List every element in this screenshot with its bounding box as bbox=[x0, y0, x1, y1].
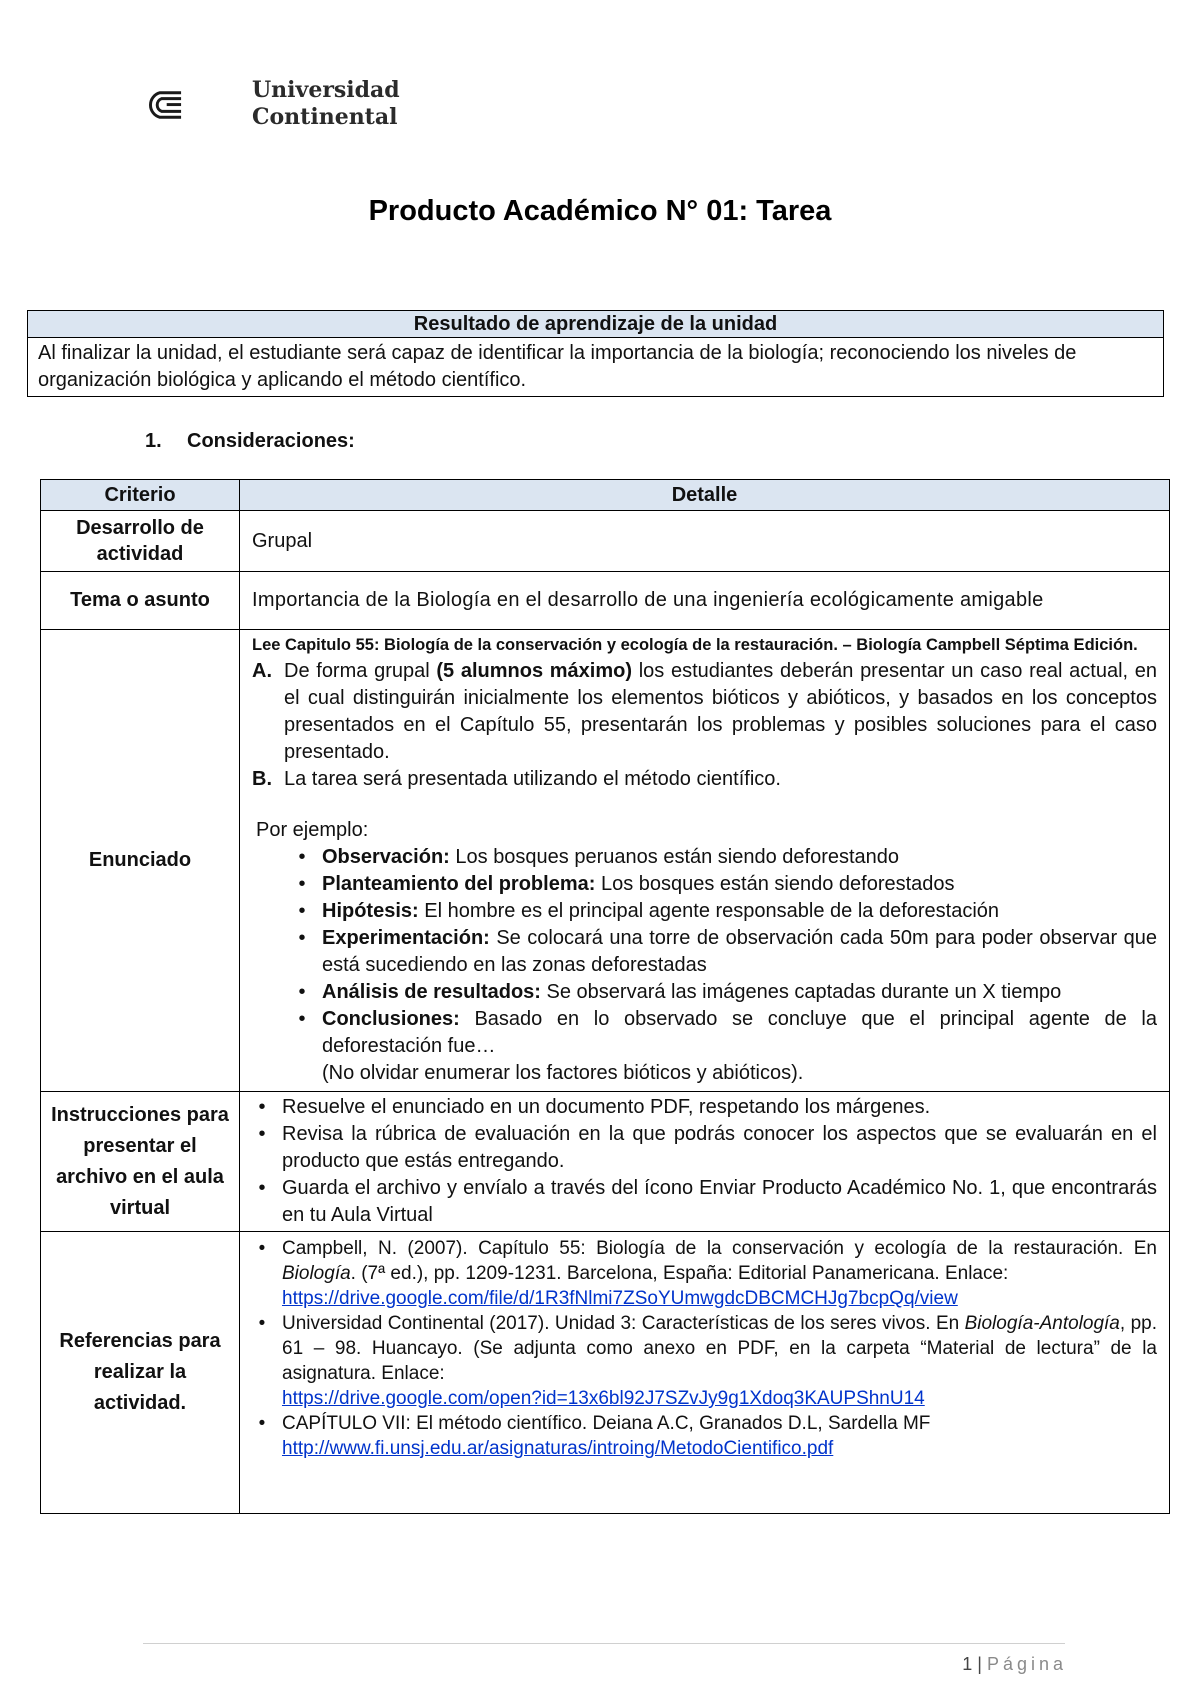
list-item bbox=[242, 1236, 1157, 1311]
university-name bbox=[252, 77, 400, 131]
bullet-icon: • bbox=[258, 1413, 266, 1434]
row-value-referencias bbox=[240, 1232, 1170, 1514]
ref2-link[interactable]: https://drive.google.com/open?id=13x6bl92J7SZvJy9g1Xdoq3KAUPShnU14 bbox=[282, 1388, 925, 1409]
item-b-label: B. bbox=[252, 768, 272, 790]
header-detalle: Detalle bbox=[240, 480, 1170, 511]
bullet-icon: • bbox=[258, 1177, 266, 1199]
item-b-text: La tarea será presentada utilizando el método científico. bbox=[284, 768, 781, 790]
footer-separator: | bbox=[977, 1654, 982, 1674]
section-number: 1. bbox=[145, 430, 162, 452]
row-label-tema: Tema o asunto bbox=[41, 572, 240, 630]
considerations-table bbox=[40, 479, 1170, 1514]
example-text: Se colocará una torre de observación cada 50m para poder observar que está sucediendo en las zonas deforestadas bbox=[322, 927, 1157, 976]
ref1-text: Campbell, N. (2007). Capítulo 55: Biología de la conservación y ecología de la restauración. En bbox=[282, 1238, 1157, 1259]
table-row bbox=[41, 1092, 1170, 1232]
list-item bbox=[252, 658, 1157, 766]
list-item bbox=[242, 1311, 1157, 1411]
reading-instruction: Lee Capitulo 55: Biología de la conservación y ecología de la restauración. – Biología Campbell Séptima Edición. bbox=[252, 636, 1138, 654]
instruction-text: Revisa la rúbrica de evaluación en la que podrás conocer los aspectos que se evaluarán en el producto que estás entregando. bbox=[282, 1123, 1157, 1172]
bullet-icon: • bbox=[258, 1313, 266, 1334]
section-label: Consideraciones: bbox=[187, 430, 355, 452]
row-value-instrucciones bbox=[240, 1092, 1170, 1232]
ref2-text: Universidad Continental (2017). Unidad 3: Características de los seres vivos. En bbox=[282, 1313, 965, 1334]
example-text: Basado en lo observado se concluye que el principal agente de la deforestación fue… bbox=[322, 1008, 1157, 1057]
instruction-text: Resuelve el enunciado en un documento PDF, respetando los márgenes. bbox=[282, 1096, 931, 1118]
example-item bbox=[282, 979, 1157, 1006]
row-value-enunciado bbox=[240, 630, 1170, 1092]
header-criterio: Criterio bbox=[41, 480, 240, 511]
example-item bbox=[282, 844, 1157, 871]
item-a-post: los estudiantes deberán presentar un caso real actual, en el cual distinguirán inicialmente los elementos bióticos y abióticos, y basados en los conceptos presentados en el Capítulo 55, presentarán los problemas y posibles soluciones para el caso presentado. bbox=[284, 660, 1158, 763]
table-header-row bbox=[41, 480, 1170, 511]
bullet-icon: • bbox=[298, 846, 306, 868]
page-word: Página bbox=[986, 1654, 1067, 1674]
page-number: 1 bbox=[962, 1654, 973, 1674]
example-note: (No olvidar enumerar los factores bióticos y abióticos). bbox=[322, 1062, 804, 1084]
example-term: Hipótesis: bbox=[322, 900, 419, 922]
instruction-item bbox=[242, 1175, 1157, 1229]
example-text: Los bosques están siendo deforestados bbox=[595, 873, 955, 895]
example-text: El hombre es el principal agente responsable de la deforestación bbox=[418, 900, 1000, 922]
bullet-icon: • bbox=[258, 1096, 266, 1118]
page-title: Producto Académico N° 01: Tarea bbox=[368, 195, 832, 227]
item-a-text bbox=[284, 658, 1157, 766]
example-item bbox=[282, 1006, 1157, 1060]
example-item bbox=[282, 871, 1157, 898]
list-item bbox=[242, 1411, 1157, 1461]
footer-divider bbox=[143, 1643, 1065, 1644]
ref3-link[interactable]: http://www.fi.unsj.edu.ar/asignaturas/introing/MetodoCientifico.pdf bbox=[282, 1438, 834, 1459]
ref1-link[interactable]: https://drive.google.com/file/d/1R3fNlmi7ZSoYUmwgdcDBCMCHJg7bcpQq/view bbox=[282, 1288, 958, 1309]
bullet-icon: • bbox=[258, 1123, 266, 1145]
row-label-enunciado: Enunciado bbox=[41, 630, 240, 1092]
instruction-list bbox=[242, 1094, 1157, 1229]
learning-result-box bbox=[27, 310, 1164, 397]
instruction-item bbox=[242, 1121, 1157, 1175]
table-row bbox=[41, 630, 1170, 1092]
row-label-instrucciones: Instrucciones para presentar el archivo en el aula virtual bbox=[41, 1092, 240, 1232]
example-item bbox=[282, 925, 1157, 979]
row-label-desarrollo: Desarrollo de actividad bbox=[41, 511, 240, 572]
item-a-bold: (5 alumnos máximo) bbox=[436, 660, 633, 682]
example-intro: Por ejemplo: bbox=[256, 819, 369, 841]
item-a-label: A. bbox=[252, 660, 272, 682]
section-heading bbox=[145, 430, 355, 453]
ref2-title: Biología-Antología bbox=[964, 1313, 1120, 1334]
example-list bbox=[252, 844, 1157, 1060]
instruction-item bbox=[242, 1094, 1157, 1121]
instruction-text: Guarda el archivo y envíalo a través del ícono Enviar Producto Académico No. 1, que encontrarás en tu Aula Virtual bbox=[282, 1177, 1157, 1226]
bullet-icon: • bbox=[298, 900, 306, 922]
example-term: Observación: bbox=[322, 846, 450, 868]
row-label-referencias: Referencias para realizar la actividad. bbox=[41, 1232, 240, 1514]
example-term: Experimentación: bbox=[322, 927, 490, 949]
ref3-text: CAPÍTULO VII: El método científico. Deiana A.C, Granados D.L, Sardella MF bbox=[282, 1413, 931, 1434]
bullet-icon: • bbox=[258, 1238, 266, 1259]
list-item bbox=[252, 766, 1157, 793]
table-row bbox=[41, 572, 1170, 630]
bullet-icon: • bbox=[298, 1008, 306, 1030]
bullet-icon: • bbox=[298, 927, 306, 949]
logo-line-1: Universidad bbox=[252, 77, 400, 103]
ref1-title: Biología bbox=[282, 1263, 351, 1284]
ref2-post: , pp. 61 – 98. Huancayo. (Se adjunta como anexo en PDF, en la carpeta “Material de lectura” de la asignatura. Enlace: bbox=[282, 1313, 1157, 1384]
bullet-icon: • bbox=[298, 873, 306, 895]
example-term: Planteamiento del problema: bbox=[322, 873, 596, 895]
example-term: Análisis de resultados: bbox=[322, 981, 541, 1003]
example-term: Conclusiones: bbox=[322, 1008, 460, 1030]
row-value-tema: Importancia de la Biología en el desarrollo de una ingeniería ecológicamente amigable bbox=[240, 572, 1170, 630]
uc-logo-icon bbox=[143, 70, 253, 140]
example-text: Los bosques peruanos están siendo deforestando bbox=[449, 846, 900, 868]
example-item bbox=[282, 898, 1157, 925]
ref1-post: . (7ª ed.), pp. 1209-1231. Barcelona, España: Editorial Panamericana. Enlace: bbox=[350, 1263, 1009, 1284]
page-footer bbox=[962, 1654, 1067, 1675]
bullet-icon: • bbox=[298, 981, 306, 1003]
item-a-pre: De forma grupal bbox=[284, 660, 430, 682]
example-text: Se observará las imágenes captadas durante un X tiempo bbox=[540, 981, 1062, 1003]
logo-line-2: Continental bbox=[252, 104, 398, 130]
table-row bbox=[41, 511, 1170, 572]
learning-result-text: Al finalizar la unidad, el estudiante será capaz de identificar la importancia de la biología; reconociendo los niveles de organización biológica y aplicando el método científico. bbox=[38, 342, 1077, 391]
learning-result-heading: Resultado de aprendizaje de la unidad bbox=[28, 311, 1163, 338]
row-value-desarrollo: Grupal bbox=[240, 511, 1170, 572]
table-row bbox=[41, 1232, 1170, 1514]
